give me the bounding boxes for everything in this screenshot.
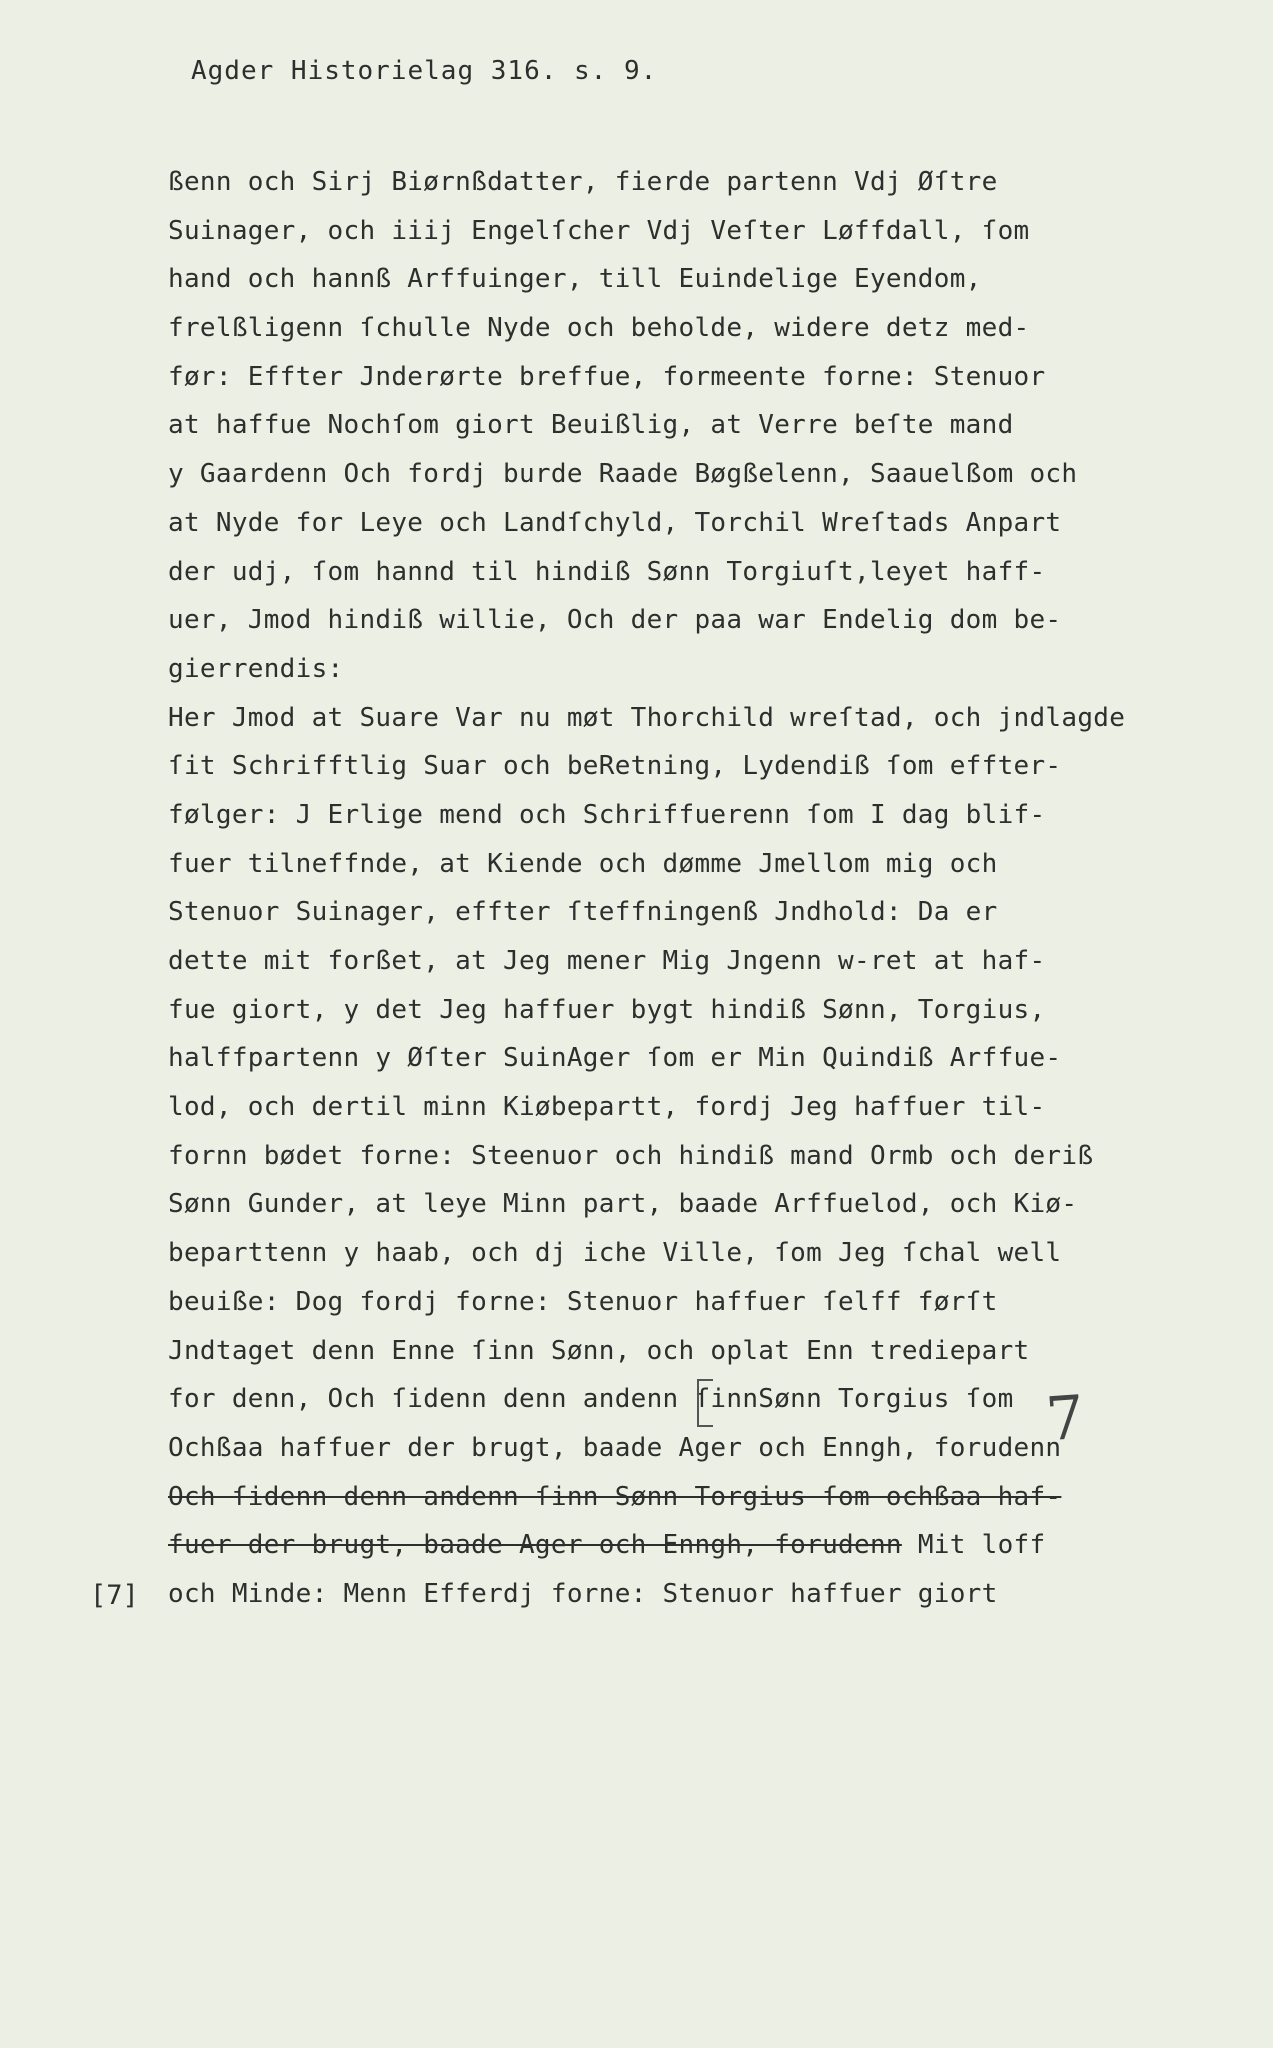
text-line: ßenn och Sirj Biørnßdatter, fierde partenn Vdj Øſtre <box>168 167 998 197</box>
text-line: hand och hannß Arffuinger, till Euindelige Eyendom, <box>168 264 982 295</box>
text-line: Suinager, och iiij Engelſcher Vdj Veſter Løffdall, ſom <box>168 215 1030 246</box>
text-line: y Gaardenn Och fordj burde Raade Bøgßelenn, Saauelßom och <box>168 459 1078 490</box>
handwritten-margin-mark: 7 <box>1043 1382 1087 1456</box>
text-line: før: Effter Jnderørte breffue, formeente forne: Stenuor <box>168 361 1046 392</box>
text-line: Ochßaa haffuer der brugt, baade Ager och Enngh, forudenn <box>168 1432 1062 1463</box>
text-line: lod, och dertil minn Kiøbepartt, fordj Jeg haffuer til- <box>168 1092 1046 1123</box>
text-line: at haffue Nochſom giort Beuißlig, at Verre beſte mand <box>168 410 1014 441</box>
text-line: gierrendis: <box>168 653 344 684</box>
text-line: dette mit forßet, at Jeg mener Mig Jngenn w-ret at haf- <box>168 946 1046 976</box>
text-line: ſit Schrifftlig Suar och beRetning, Lydendiß ſom effter- <box>168 751 1062 782</box>
struck-text: fuer der brugt, baade Ager och Enngh, forudenn <box>168 1530 902 1561</box>
text-line: fornn bødet forne: Steenuor och hindiß mand Ormb och deriß <box>168 1140 1094 1171</box>
text-line: uer, Jmod hindiß willie, Och der paa war Endelig dom be- <box>168 605 1062 636</box>
text-line: beuiße: Dog fordj forne: Stenuor haffuer ſelff førſt <box>168 1286 998 1317</box>
text-line: Her Jmod at Suare Var nu møt Thorchild wreſtad, och jndlagde <box>168 702 1126 733</box>
bracket-mark <box>697 1379 713 1427</box>
text-line: at Nyde for Leye och Landſchyld, Torchil Wreſtads Anpart <box>168 507 1062 538</box>
text-line: halffpartenn y Øſter SuinAger ſom er Min Quindiß Arffue- <box>168 1043 1062 1074</box>
text-line: frelßligenn ſchulle Nyde och beholde, widere detz med- <box>168 313 1030 344</box>
text-line: fuer tilneffnde, at Kiende och dømme Jmellom mig och <box>168 848 998 879</box>
text-line: Stenuor Suinager, effter ſteffningenß Jndhold: Da er <box>168 897 998 928</box>
margin-page-number: [7] <box>90 1580 139 1611</box>
text-line: Sønn Gunder, at leye Minn part, baade Arffuelod, och Kiø- <box>168 1189 1078 1220</box>
text-line: Jndtaget denn Enne ſinn Sønn, och oplat Enn trediepart <box>168 1335 1030 1366</box>
struck-text: Och ſidenn denn andenn ſinn Sønn Torgius ſom ochßaa haf- <box>168 1481 1062 1512</box>
text-line: følger: J Erlige mend och Schriffuerenn ſom I dag blif- <box>168 799 1046 830</box>
text-line: for denn, Och ſidenn denn andenn ſinnSønn Torgius ſom <box>168 1384 1014 1415</box>
text-line: der udj, ſom hannd til hindiß Sønn Torgiuſt,leyet haff- <box>168 556 1046 587</box>
transcription-text <box>168 158 1168 1619</box>
page-header: Agder Historielag 316. s. 9. <box>191 56 658 86</box>
struck-text-line <box>168 1521 1168 1570</box>
struck-text-line <box>168 1473 1168 1522</box>
text-line: beparttenn y haab, och dj iche Ville, ſom Jeg ſchal well <box>168 1238 1062 1269</box>
text-line: fue giort, y det Jeg haffuer bygt hindiß Sønn, Torgius, <box>168 994 1046 1025</box>
continued-text: Mit loff <box>901 1530 1046 1561</box>
text-line: och Minde: Menn Efferdj forne: Stenuor haffuer giort <box>168 1578 998 1609</box>
